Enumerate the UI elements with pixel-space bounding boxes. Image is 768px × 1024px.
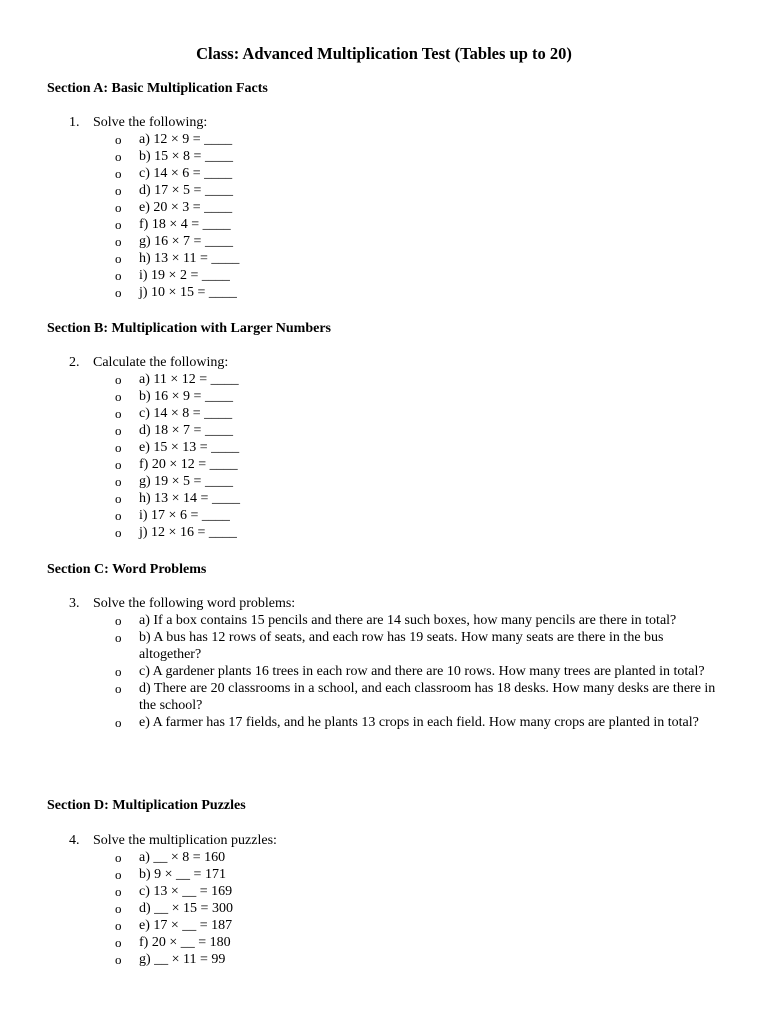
list-item-text: i) 17 × 6 = ____ bbox=[139, 508, 230, 523]
bullet-icon: o bbox=[115, 234, 122, 249]
section-a-items bbox=[115, 131, 730, 301]
bullet-icon: o bbox=[115, 268, 122, 283]
list-item bbox=[115, 284, 730, 301]
question-number: 2. bbox=[69, 355, 80, 370]
question-number: 3. bbox=[69, 596, 80, 611]
list-item bbox=[115, 250, 730, 267]
list-item bbox=[115, 165, 730, 182]
list-item-text: b) A bus has 12 rows of seats, and each row has 19 seats. How many seats are there in the bus altogether? bbox=[139, 630, 664, 662]
list-item-text: b) 15 × 8 = ____ bbox=[139, 149, 233, 164]
list-item-text: e) 17 × __ = 187 bbox=[139, 918, 233, 933]
question-prompt: Solve the multiplication puzzles: bbox=[93, 833, 277, 848]
question-2 bbox=[69, 354, 739, 371]
list-item-text: a) __ × 8 = 160 bbox=[139, 850, 226, 865]
list-item-text: b) 16 × 9 = ____ bbox=[139, 389, 233, 404]
list-item-text: h) 13 × 11 = ____ bbox=[139, 251, 240, 266]
question-1 bbox=[69, 114, 739, 131]
list-item-text: e) 15 × 13 = ____ bbox=[139, 440, 240, 455]
list-item-text: c) 14 × 8 = ____ bbox=[139, 406, 233, 421]
list-item bbox=[115, 216, 730, 233]
bullet-icon: o bbox=[115, 630, 122, 645]
list-item bbox=[115, 148, 730, 165]
list-item-text: a) 12 × 9 = ____ bbox=[139, 132, 233, 147]
list-item-text: b) 9 × __ = 171 bbox=[139, 867, 226, 882]
bullet-icon: o bbox=[115, 715, 122, 730]
list-item bbox=[115, 233, 730, 250]
list-item bbox=[115, 182, 730, 199]
bullet-icon: o bbox=[115, 474, 122, 489]
section-c-heading: Section C: Word Problems bbox=[47, 562, 207, 577]
list-item-text: d) 18 × 7 = ____ bbox=[139, 423, 233, 438]
list-item bbox=[115, 456, 730, 473]
list-item-text: g) __ × 11 = 99 bbox=[139, 952, 226, 967]
question-prompt: Solve the following word problems: bbox=[93, 596, 296, 611]
list-item-text: h) 13 × 14 = ____ bbox=[139, 491, 240, 506]
question-prompt: Calculate the following: bbox=[93, 355, 229, 370]
question-prompt: Solve the following: bbox=[93, 115, 208, 130]
question-4 bbox=[69, 832, 739, 849]
list-item bbox=[115, 507, 730, 524]
list-item-text: d) __ × 15 = 300 bbox=[139, 901, 233, 916]
section-d-heading: Section D: Multiplication Puzzles bbox=[47, 798, 246, 813]
list-item bbox=[115, 714, 725, 731]
list-item bbox=[115, 849, 730, 866]
list-item-text: a) 11 × 12 = ____ bbox=[139, 372, 239, 387]
list-item bbox=[115, 900, 730, 917]
list-item-text: c) A gardener plants 16 trees in each row and there are 10 rows. How many trees are planted in total? bbox=[139, 664, 705, 679]
list-item bbox=[115, 422, 730, 439]
list-item-text: c) 13 × __ = 169 bbox=[139, 884, 233, 899]
list-item-text: c) 14 × 6 = ____ bbox=[139, 166, 233, 181]
list-item bbox=[115, 663, 725, 680]
list-item bbox=[115, 267, 730, 284]
list-item-text: j) 12 × 16 = ____ bbox=[139, 525, 237, 540]
list-item bbox=[115, 524, 730, 541]
list-item-text: g) 19 × 5 = ____ bbox=[139, 474, 233, 489]
bullet-icon: o bbox=[115, 389, 122, 404]
list-item bbox=[115, 371, 730, 388]
question-3 bbox=[69, 595, 739, 612]
bullet-icon: o bbox=[115, 132, 122, 147]
bullet-icon: o bbox=[115, 251, 122, 266]
bullet-icon: o bbox=[115, 508, 122, 523]
page-title: Class: Advanced Multiplication Test (Tables up to 20) bbox=[196, 44, 572, 63]
bullet-icon: o bbox=[115, 613, 122, 628]
list-item-text: e) A farmer has 17 fields, and he plants 13 crops in each field. How many crops are planted in total? bbox=[139, 715, 699, 730]
bullet-icon: o bbox=[115, 372, 122, 387]
list-item-text: f) 20 × 12 = ____ bbox=[139, 457, 238, 472]
bullet-icon: o bbox=[115, 457, 122, 472]
list-item-text: f) 18 × 4 = ____ bbox=[139, 217, 231, 232]
list-item-text: j) 10 × 15 = ____ bbox=[139, 285, 237, 300]
list-item bbox=[115, 951, 730, 968]
bullet-icon: o bbox=[115, 952, 122, 967]
list-item bbox=[115, 405, 730, 422]
bullet-icon: o bbox=[115, 200, 122, 215]
bullet-icon: o bbox=[115, 217, 122, 232]
list-item bbox=[115, 629, 725, 663]
bullet-icon: o bbox=[115, 491, 122, 506]
section-d-items bbox=[115, 849, 730, 968]
bullet-icon: o bbox=[115, 423, 122, 438]
section-b-items bbox=[115, 371, 730, 541]
list-item bbox=[115, 917, 730, 934]
list-item bbox=[115, 883, 730, 900]
list-item bbox=[115, 439, 730, 456]
list-item bbox=[115, 866, 730, 883]
bullet-icon: o bbox=[115, 149, 122, 164]
list-item-text: d) 17 × 5 = ____ bbox=[139, 183, 233, 198]
list-item bbox=[115, 131, 730, 148]
list-item-text: d) There are 20 classrooms in a school, and each classroom has 18 desks. How many desks are there in the school? bbox=[139, 681, 716, 713]
bullet-icon: o bbox=[115, 406, 122, 421]
list-item bbox=[115, 199, 730, 216]
bullet-icon: o bbox=[115, 681, 122, 696]
bullet-icon: o bbox=[115, 884, 122, 899]
list-item bbox=[115, 473, 730, 490]
list-item-text: a) If a box contains 15 pencils and there are 14 such boxes, how many pencils are there in total? bbox=[139, 613, 677, 628]
section-a-heading: Section A: Basic Multiplication Facts bbox=[47, 81, 268, 96]
list-item bbox=[115, 680, 725, 714]
list-item-text: e) 20 × 3 = ____ bbox=[139, 200, 233, 215]
question-number: 1. bbox=[69, 115, 80, 130]
list-item-text: g) 16 × 7 = ____ bbox=[139, 234, 233, 249]
section-c-items bbox=[115, 612, 725, 731]
bullet-icon: o bbox=[115, 850, 122, 865]
bullet-icon: o bbox=[115, 183, 122, 198]
bullet-icon: o bbox=[115, 166, 122, 181]
list-item bbox=[115, 490, 730, 507]
question-number: 4. bbox=[69, 833, 80, 848]
bullet-icon: o bbox=[115, 935, 122, 950]
list-item-text: f) 20 × __ = 180 bbox=[139, 935, 231, 950]
bullet-icon: o bbox=[115, 918, 122, 933]
bullet-icon: o bbox=[115, 525, 122, 540]
section-b-heading: Section B: Multiplication with Larger Numbers bbox=[47, 321, 332, 336]
list-item bbox=[115, 612, 725, 629]
bullet-icon: o bbox=[115, 867, 122, 882]
bullet-icon: o bbox=[115, 440, 122, 455]
bullet-icon: o bbox=[115, 664, 122, 679]
list-item bbox=[115, 388, 730, 405]
list-item-text: i) 19 × 2 = ____ bbox=[139, 268, 230, 283]
bullet-icon: o bbox=[115, 285, 122, 300]
list-item bbox=[115, 934, 730, 951]
bullet-icon: o bbox=[115, 901, 122, 916]
